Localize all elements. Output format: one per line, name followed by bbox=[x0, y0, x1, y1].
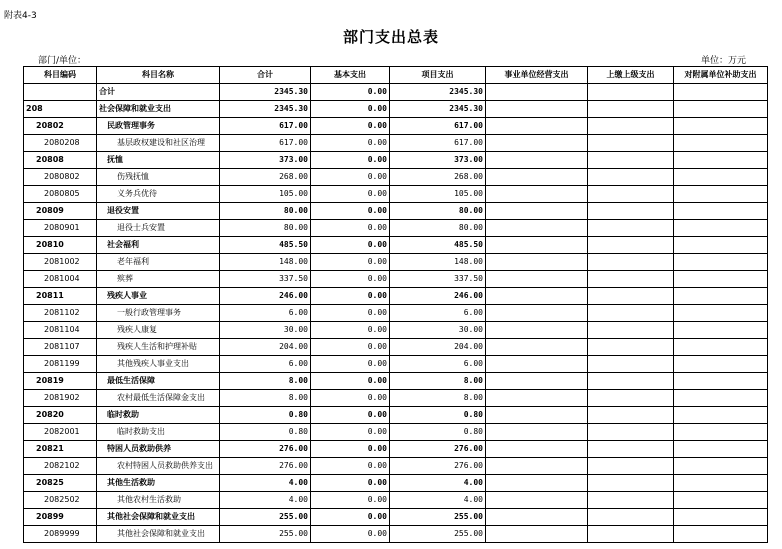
cell-basic: 0.00 bbox=[311, 152, 390, 169]
cell-name: 民政管理事务 bbox=[97, 118, 220, 135]
cell-bus bbox=[486, 169, 588, 186]
cell-total: 30.00 bbox=[220, 322, 311, 339]
cell-code: 2089999 bbox=[24, 526, 97, 543]
cell-up bbox=[588, 135, 674, 152]
cell-name: 合计 bbox=[97, 84, 220, 101]
cell-sub bbox=[674, 492, 768, 509]
cell-sub bbox=[674, 475, 768, 492]
cell-bus bbox=[486, 101, 588, 118]
cell-basic: 0.00 bbox=[311, 203, 390, 220]
cell-sub bbox=[674, 356, 768, 373]
table-row bbox=[24, 441, 768, 458]
cell-sub bbox=[674, 101, 768, 118]
cell-project: 105.00 bbox=[390, 186, 486, 203]
cell-total: 80.00 bbox=[220, 203, 311, 220]
cell-bus bbox=[486, 271, 588, 288]
cell-up bbox=[588, 84, 674, 101]
cell-project: 276.00 bbox=[390, 458, 486, 475]
cell-project: 617.00 bbox=[390, 135, 486, 152]
cell-name: 农村最低生活保障金支出 bbox=[97, 390, 220, 407]
cell-bus bbox=[486, 526, 588, 543]
cell-bus bbox=[486, 373, 588, 390]
cell-up bbox=[588, 186, 674, 203]
cell-code: 2080802 bbox=[24, 169, 97, 186]
cell-project: 0.80 bbox=[390, 407, 486, 424]
cell-sub bbox=[674, 390, 768, 407]
cell-sub bbox=[674, 526, 768, 543]
cell-total: 0.80 bbox=[220, 407, 311, 424]
cell-up bbox=[588, 220, 674, 237]
cell-up bbox=[588, 305, 674, 322]
table-row bbox=[24, 169, 768, 186]
cell-total: 276.00 bbox=[220, 441, 311, 458]
header-business: 事业单位经营支出 bbox=[486, 67, 588, 84]
cell-sub bbox=[674, 237, 768, 254]
cell-code: 2082502 bbox=[24, 492, 97, 509]
table-row bbox=[24, 526, 768, 543]
cell-basic: 0.00 bbox=[311, 305, 390, 322]
table-header-row bbox=[24, 67, 768, 84]
cell-code: 2082001 bbox=[24, 424, 97, 441]
cell-project: 485.50 bbox=[390, 237, 486, 254]
cell-up bbox=[588, 441, 674, 458]
table-row bbox=[24, 254, 768, 271]
cell-sub bbox=[674, 135, 768, 152]
cell-code: 20810 bbox=[24, 237, 97, 254]
cell-code: 2080901 bbox=[24, 220, 97, 237]
cell-basic: 0.00 bbox=[311, 271, 390, 288]
page-title: 部门支出总表 bbox=[342, 28, 439, 46]
header-upper: 上缴上级支出 bbox=[588, 67, 674, 84]
cell-project: 255.00 bbox=[390, 526, 486, 543]
table-row bbox=[24, 203, 768, 220]
cell-code: 2081002 bbox=[24, 254, 97, 271]
cell-total: 337.50 bbox=[220, 271, 311, 288]
cell-up bbox=[588, 509, 674, 526]
cell-up bbox=[588, 322, 674, 339]
cell-sub bbox=[674, 186, 768, 203]
cell-bus bbox=[486, 152, 588, 169]
cell-basic: 0.00 bbox=[311, 186, 390, 203]
cell-bus bbox=[486, 186, 588, 203]
cell-total: 0.80 bbox=[220, 424, 311, 441]
cell-project: 6.00 bbox=[390, 305, 486, 322]
cell-name: 老年福利 bbox=[97, 254, 220, 271]
cell-up bbox=[588, 339, 674, 356]
cell-code: 2082102 bbox=[24, 458, 97, 475]
header-total: 合计 bbox=[220, 67, 311, 84]
cell-total: 105.00 bbox=[220, 186, 311, 203]
cell-sub bbox=[674, 169, 768, 186]
cell-project: 80.00 bbox=[390, 203, 486, 220]
header-subsidy: 对附属单位补助支出 bbox=[674, 67, 768, 84]
cell-basic: 0.00 bbox=[311, 322, 390, 339]
cell-project: 80.00 bbox=[390, 220, 486, 237]
cell-basic: 0.00 bbox=[311, 441, 390, 458]
table-row bbox=[24, 220, 768, 237]
cell-up bbox=[588, 271, 674, 288]
cell-name: 残疾人生活和护理补贴 bbox=[97, 339, 220, 356]
cell-up bbox=[588, 424, 674, 441]
cell-code: 20819 bbox=[24, 373, 97, 390]
cell-total: 268.00 bbox=[220, 169, 311, 186]
cell-name: 义务兵优待 bbox=[97, 186, 220, 203]
table-row bbox=[24, 322, 768, 339]
cell-name: 殡葬 bbox=[97, 271, 220, 288]
annex-label: 附表4-3 bbox=[4, 11, 37, 21]
cell-sub bbox=[674, 203, 768, 220]
cell-up bbox=[588, 118, 674, 135]
cell-basic: 0.00 bbox=[311, 356, 390, 373]
cell-sub bbox=[674, 288, 768, 305]
table-row bbox=[24, 509, 768, 526]
cell-basic: 0.00 bbox=[311, 169, 390, 186]
cell-bus bbox=[486, 339, 588, 356]
cell-total: 6.00 bbox=[220, 356, 311, 373]
cell-total: 2345.30 bbox=[220, 84, 311, 101]
cell-total: 2345.30 bbox=[220, 101, 311, 118]
cell-project: 8.00 bbox=[390, 390, 486, 407]
cell-bus bbox=[486, 492, 588, 509]
cell-sub bbox=[674, 441, 768, 458]
table-row bbox=[24, 458, 768, 475]
cell-bus bbox=[486, 390, 588, 407]
cell-bus bbox=[486, 305, 588, 322]
cell-name: 退役安置 bbox=[97, 203, 220, 220]
table-row bbox=[24, 356, 768, 373]
header-name: 科目名称 bbox=[97, 67, 220, 84]
cell-code: 20802 bbox=[24, 118, 97, 135]
cell-name: 退役士兵安置 bbox=[97, 220, 220, 237]
cell-project: 276.00 bbox=[390, 441, 486, 458]
cell-name: 社会保障和就业支出 bbox=[97, 101, 220, 118]
table-row bbox=[24, 152, 768, 169]
cell-basic: 0.00 bbox=[311, 237, 390, 254]
cell-name: 其他社会保障和就业支出 bbox=[97, 526, 220, 543]
table-row bbox=[24, 475, 768, 492]
cell-bus bbox=[486, 322, 588, 339]
cell-basic: 0.00 bbox=[311, 526, 390, 543]
cell-sub bbox=[674, 373, 768, 390]
cell-up bbox=[588, 203, 674, 220]
cell-bus bbox=[486, 84, 588, 101]
cell-code: 2080805 bbox=[24, 186, 97, 203]
cell-name: 临时救助支出 bbox=[97, 424, 220, 441]
cell-code bbox=[24, 84, 97, 101]
cell-sub bbox=[674, 509, 768, 526]
cell-up bbox=[588, 407, 674, 424]
cell-basic: 0.00 bbox=[311, 509, 390, 526]
cell-basic: 0.00 bbox=[311, 407, 390, 424]
cell-basic: 0.00 bbox=[311, 135, 390, 152]
cell-project: 337.50 bbox=[390, 271, 486, 288]
cell-code: 208 bbox=[24, 101, 97, 118]
cell-total: 80.00 bbox=[220, 220, 311, 237]
cell-basic: 0.00 bbox=[311, 220, 390, 237]
cell-bus bbox=[486, 220, 588, 237]
table-row bbox=[24, 118, 768, 135]
cell-bus bbox=[486, 441, 588, 458]
cell-total: 246.00 bbox=[220, 288, 311, 305]
table-row bbox=[24, 101, 768, 118]
cell-up bbox=[588, 356, 674, 373]
cell-name: 其他生活救助 bbox=[97, 475, 220, 492]
cell-bus bbox=[486, 356, 588, 373]
cell-basic: 0.00 bbox=[311, 373, 390, 390]
table-row bbox=[24, 492, 768, 509]
cell-project: 148.00 bbox=[390, 254, 486, 271]
expenditure-table bbox=[23, 66, 768, 543]
cell-project: 4.00 bbox=[390, 475, 486, 492]
cell-name: 最低生活保障 bbox=[97, 373, 220, 390]
cell-basic: 0.00 bbox=[311, 288, 390, 305]
cell-project: 255.00 bbox=[390, 509, 486, 526]
cell-project: 268.00 bbox=[390, 169, 486, 186]
cell-sub bbox=[674, 254, 768, 271]
table-row bbox=[24, 407, 768, 424]
cell-name: 其他社会保障和就业支出 bbox=[97, 509, 220, 526]
cell-bus bbox=[486, 135, 588, 152]
cell-up bbox=[588, 254, 674, 271]
cell-sub bbox=[674, 118, 768, 135]
cell-up bbox=[588, 390, 674, 407]
cell-up bbox=[588, 169, 674, 186]
cell-total: 617.00 bbox=[220, 118, 311, 135]
cell-code: 2081102 bbox=[24, 305, 97, 322]
cell-bus bbox=[486, 424, 588, 441]
cell-sub bbox=[674, 407, 768, 424]
table-row bbox=[24, 339, 768, 356]
cell-total: 276.00 bbox=[220, 458, 311, 475]
cell-code: 2081104 bbox=[24, 322, 97, 339]
cell-project: 4.00 bbox=[390, 492, 486, 509]
cell-up bbox=[588, 475, 674, 492]
cell-total: 6.00 bbox=[220, 305, 311, 322]
table-row bbox=[24, 271, 768, 288]
cell-code: 20809 bbox=[24, 203, 97, 220]
cell-up bbox=[588, 288, 674, 305]
table-row bbox=[24, 84, 768, 101]
cell-name: 抚恤 bbox=[97, 152, 220, 169]
cell-up bbox=[588, 458, 674, 475]
header-project: 项目支出 bbox=[390, 67, 486, 84]
cell-bus bbox=[486, 288, 588, 305]
cell-total: 204.00 bbox=[220, 339, 311, 356]
cell-sub bbox=[674, 424, 768, 441]
cell-basic: 0.00 bbox=[311, 390, 390, 407]
cell-total: 8.00 bbox=[220, 390, 311, 407]
cell-bus bbox=[486, 509, 588, 526]
cell-bus bbox=[486, 458, 588, 475]
cell-basic: 0.00 bbox=[311, 118, 390, 135]
cell-code: 2080208 bbox=[24, 135, 97, 152]
cell-project: 2345.30 bbox=[390, 101, 486, 118]
cell-code: 2081107 bbox=[24, 339, 97, 356]
cell-total: 4.00 bbox=[220, 475, 311, 492]
cell-total: 617.00 bbox=[220, 135, 311, 152]
cell-sub bbox=[674, 84, 768, 101]
cell-name: 特困人员救助供养 bbox=[97, 441, 220, 458]
cell-basic: 0.00 bbox=[311, 492, 390, 509]
cell-code: 2081199 bbox=[24, 356, 97, 373]
table-row bbox=[24, 186, 768, 203]
department-label: 部门/单位： bbox=[38, 56, 87, 66]
cell-total: 8.00 bbox=[220, 373, 311, 390]
cell-total: 255.00 bbox=[220, 526, 311, 543]
cell-basic: 0.00 bbox=[311, 475, 390, 492]
cell-total: 255.00 bbox=[220, 509, 311, 526]
table-row bbox=[24, 135, 768, 152]
cell-total: 373.00 bbox=[220, 152, 311, 169]
cell-bus bbox=[486, 475, 588, 492]
table-row bbox=[24, 305, 768, 322]
cell-bus bbox=[486, 203, 588, 220]
cell-code: 2081902 bbox=[24, 390, 97, 407]
cell-code: 20808 bbox=[24, 152, 97, 169]
cell-code: 20820 bbox=[24, 407, 97, 424]
cell-total: 485.50 bbox=[220, 237, 311, 254]
cell-bus bbox=[486, 237, 588, 254]
cell-up bbox=[588, 101, 674, 118]
cell-total: 148.00 bbox=[220, 254, 311, 271]
cell-name: 残疾人康复 bbox=[97, 322, 220, 339]
cell-bus bbox=[486, 118, 588, 135]
cell-up bbox=[588, 526, 674, 543]
cell-basic: 0.00 bbox=[311, 101, 390, 118]
cell-up bbox=[588, 373, 674, 390]
header-code: 科目编码 bbox=[24, 67, 97, 84]
cell-project: 617.00 bbox=[390, 118, 486, 135]
cell-sub bbox=[674, 220, 768, 237]
cell-sub bbox=[674, 339, 768, 356]
header-basic: 基本支出 bbox=[311, 67, 390, 84]
cell-project: 246.00 bbox=[390, 288, 486, 305]
cell-name: 临时救助 bbox=[97, 407, 220, 424]
cell-code: 20825 bbox=[24, 475, 97, 492]
cell-name: 伤残抚恤 bbox=[97, 169, 220, 186]
table-row bbox=[24, 390, 768, 407]
cell-name: 社会福利 bbox=[97, 237, 220, 254]
cell-project: 373.00 bbox=[390, 152, 486, 169]
cell-code: 20811 bbox=[24, 288, 97, 305]
cell-project: 6.00 bbox=[390, 356, 486, 373]
cell-up bbox=[588, 152, 674, 169]
cell-code: 20899 bbox=[24, 509, 97, 526]
cell-project: 204.00 bbox=[390, 339, 486, 356]
table-row bbox=[24, 373, 768, 390]
cell-basic: 0.00 bbox=[311, 339, 390, 356]
cell-basic: 0.00 bbox=[311, 424, 390, 441]
cell-name: 一般行政管理事务 bbox=[97, 305, 220, 322]
cell-total: 4.00 bbox=[220, 492, 311, 509]
table-row bbox=[24, 288, 768, 305]
cell-basic: 0.00 bbox=[311, 458, 390, 475]
cell-sub bbox=[674, 322, 768, 339]
cell-name: 基层政权建设和社区治理 bbox=[97, 135, 220, 152]
table-row bbox=[24, 424, 768, 441]
cell-project: 0.80 bbox=[390, 424, 486, 441]
cell-sub bbox=[674, 458, 768, 475]
cell-name: 残疾人事业 bbox=[97, 288, 220, 305]
cell-name: 其他农村生活救助 bbox=[97, 492, 220, 509]
cell-bus bbox=[486, 407, 588, 424]
cell-basic: 0.00 bbox=[311, 254, 390, 271]
cell-bus bbox=[486, 254, 588, 271]
cell-project: 2345.30 bbox=[390, 84, 486, 101]
cell-sub bbox=[674, 152, 768, 169]
cell-basic: 0.00 bbox=[311, 84, 390, 101]
cell-name: 其他残疾人事业支出 bbox=[97, 356, 220, 373]
cell-up bbox=[588, 492, 674, 509]
cell-sub bbox=[674, 271, 768, 288]
cell-project: 8.00 bbox=[390, 373, 486, 390]
cell-sub bbox=[674, 305, 768, 322]
cell-project: 30.00 bbox=[390, 322, 486, 339]
unit-label: 单位：万元 bbox=[701, 56, 747, 66]
cell-code: 20821 bbox=[24, 441, 97, 458]
cell-code: 2081004 bbox=[24, 271, 97, 288]
cell-name: 农村特困人员救助供养支出 bbox=[97, 458, 220, 475]
cell-up bbox=[588, 237, 674, 254]
table-row bbox=[24, 237, 768, 254]
